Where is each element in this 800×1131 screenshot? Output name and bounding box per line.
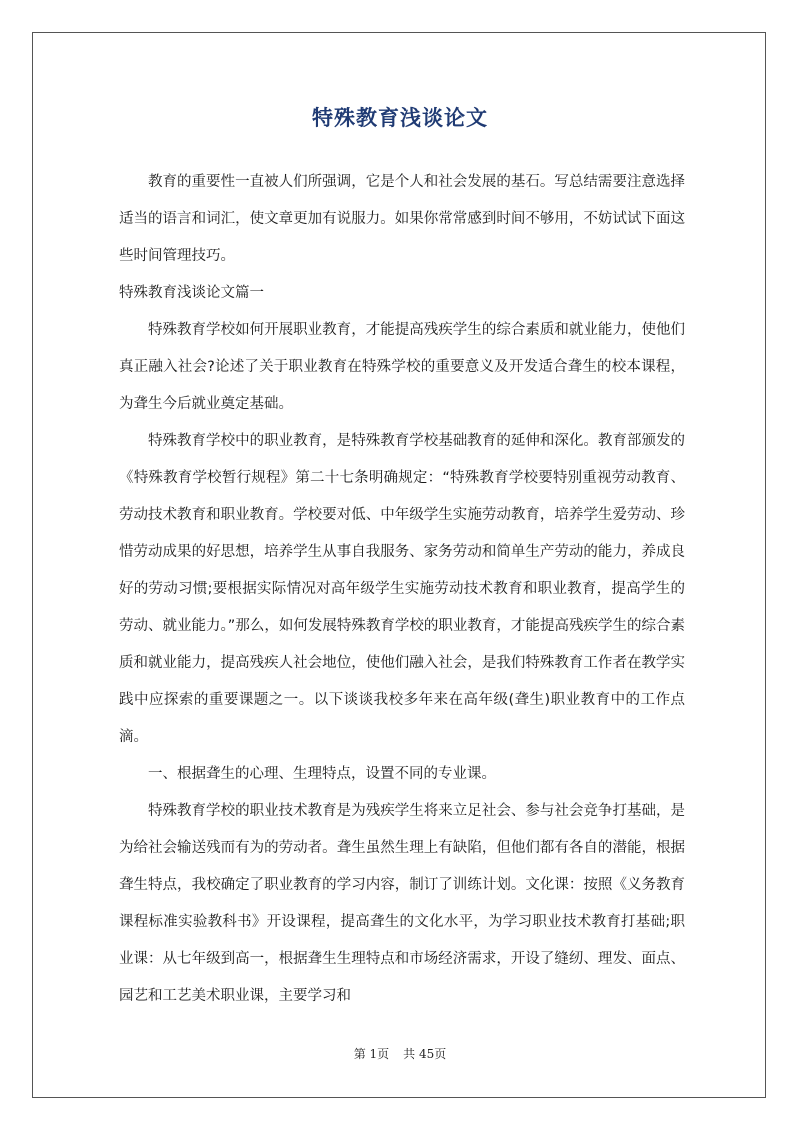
document-title: 特殊教育浅谈论文: [312, 106, 488, 130]
section-heading: 特殊教育浅谈论文篇一: [119, 285, 264, 301]
paragraph-curriculum: 特殊教育学校的职业技术教育是为残疾学生将来立足社会、参与社会竞争打基础，是为给社会输送残而有为的劳动者。聋生虽然生理上有缺陷，但他们都有各自的潜能，根据聋生特点，我校确定了职业教育的学习内容，制订了训练计划。文化课：按照《义务教育课程标准实验教科书》开设课程，提高聋生的文化水平，为学习职业技术教育打基础;职业课：从七年级到高一，根据聋生生理特点和市场经济需求，开设了缝纫、理发、面点、园艺和工艺美术职业课，主要学习和: [119, 803, 685, 1004]
page-number: 第 1页: [353, 1047, 390, 1061]
document-body: [119, 164, 685, 1015]
page-total: 共 45页: [403, 1047, 447, 1061]
paragraph-summary: 特殊教育学校如何开展职业教育，才能提高残疾学生的综合素质和就业能力，使他们真正融入社会?论述了关于职业教育在特殊学校的重要意义及开发适合聋生的校本课程，为聋生今后就业奠定基础。: [119, 322, 685, 412]
page-footer: [0, 1045, 800, 1062]
paragraph-regulation: 特殊教育学校中的职业教育，是特殊教育学校基础教育的延伸和深化。教育部颁发的《特殊教育学校暂行规程》第二十七条明确规定：“特殊教育学校要特别重视劳动教育、劳动技术教育和职业教育。学校要对低、中年级学生实施劳动教育，培养学生爱劳动、珍惜劳动成果的好思想，培养学生从事自我服务、家务劳动和简单生产劳动的能力，养成良好的劳动习惯;要根据实际情况对高年级学生实施劳动技术教育和职业教育，提高学生的劳动、就业能力。”那么，如何发展特殊教育学校的职业教育，才能提高残疾学生的综合素质和就业能力，提高残疾人社会地位，使他们融入社会，是我们特殊教育工作者在教学实践中应探索的重要课题之一。以下谈谈我校多年来在高年级(聋生)职业教育中的工作点滴。: [119, 433, 685, 745]
subsection-heading: 一、根据聋生的心理、生理特点，设置不同的专业课。: [148, 766, 496, 782]
paragraph-intro: 教育的重要性一直被人们所强调，它是个人和社会发展的基石。写总结需要注意选择适当的语言和词汇，使文章更加有说服力。如果你常常感到时间不够用，不妨试试下面这些时间管理技巧。: [119, 174, 685, 264]
